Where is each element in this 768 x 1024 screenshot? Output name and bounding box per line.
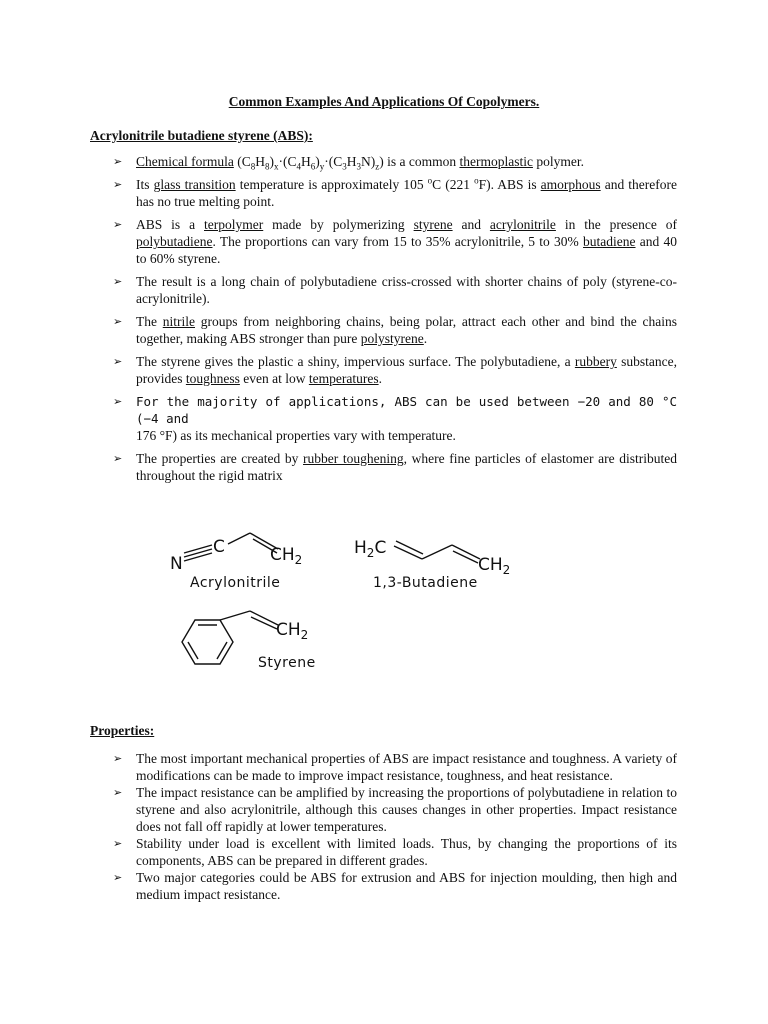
arrow-bullet-icon: ➢ xyxy=(113,837,123,850)
svg-text:CH2: $CH_2$ xyxy=(478,555,511,577)
list-item: ➢ The properties are created by rubber toughening, where fine particles of elastomer are distributed throughout the rigid matrix xyxy=(113,451,677,483)
arrow-bullet-icon: ➢ xyxy=(113,452,123,465)
link-polystyrene[interactable]: polystyrene xyxy=(360,331,424,346)
link-terpolymer[interactable]: terpolymer xyxy=(204,217,264,232)
arrow-bullet-icon: ➢ xyxy=(113,218,123,231)
link-styrene[interactable]: styrene xyxy=(413,217,453,232)
link-glass-transition[interactable]: glass transition xyxy=(153,177,236,192)
arrow-bullet-icon: ➢ xyxy=(113,155,123,168)
list-item: ➢ Chemical formula $(C_8H_8)_x\cdot(C_4H_6)_y\cdot(C_3H_3N)_z$) is a common thermoplastic polymer. xyxy=(113,154,584,172)
list-item: ➢ The styrene gives the plastic a shiny, impervious surface. The polybutadiene, a rubbery substance, provides toughness even at low temperatures. xyxy=(113,354,678,386)
nitrogen-atom-label: N xyxy=(170,554,183,574)
styrene-structure xyxy=(182,611,316,671)
carbon-atom-label: C xyxy=(213,537,225,557)
page-title: Common Examples And Applications Of Copolymers. xyxy=(228,94,540,109)
list-item: ➢ The result is a long chain of polybutadiene criss-crossed with shorter chains of poly (styrene-co-acrylonitrile). xyxy=(113,274,677,306)
properties-section-heading: Properties: xyxy=(90,723,155,738)
acrylonitrile-structure xyxy=(170,533,302,591)
link-toughness[interactable]: toughness xyxy=(185,371,240,386)
properties-bullet-list xyxy=(113,750,677,903)
arrow-bullet-icon: ➢ xyxy=(113,395,123,408)
link-thermoplastic[interactable]: thermoplastic xyxy=(459,154,533,169)
butadiene-label: 1,3-Butadiene xyxy=(373,575,478,591)
butadiene-structure xyxy=(354,538,510,591)
link-butadiene[interactable]: butadiene xyxy=(583,234,636,249)
styrene-label: Styrene xyxy=(258,655,316,671)
link-acrylonitrile[interactable]: acrylonitrile xyxy=(489,217,556,232)
arrow-bullet-icon: ➢ xyxy=(113,275,123,288)
link-rubbery[interactable]: rubbery xyxy=(574,354,617,369)
list-item: ➢ Stability under load is excellent with limited loads. Thus, by changing the proportions of its components, ABS can be prepared in different grades. xyxy=(113,836,677,868)
svg-text:CH2: $CH_2$ xyxy=(276,620,309,642)
list-item: ➢ The nitrile groups from neighboring chains, being polar, attract each other and bind the chains together, making ABS stronger than pure polystyrene. xyxy=(113,314,677,346)
link-rubber-toughening[interactable]: rubber toughening xyxy=(303,451,404,466)
list-item: ➢ Two major categories could be ABS for extrusion and ABS for injection moulding, then high and medium impact resistance. xyxy=(113,870,677,902)
list-item: ➢ For the majority of applications, ABS can be used between −20 and 80 °C (−4 and 176 °F) as its mechanical properties vary with temperature. xyxy=(113,394,677,443)
list-item: ➢ Its glass transition temperature is approximately 105 $^o$C (221 $^o$F). ABS is amorphous and therefore has no true melting point. xyxy=(113,175,678,209)
link-polybutadiene[interactable]: polybutadiene xyxy=(136,234,213,249)
arrow-bullet-icon: ➢ xyxy=(113,871,123,884)
arrow-bullet-icon: ➢ xyxy=(113,355,123,368)
arrow-bullet-icon: ➢ xyxy=(113,752,123,765)
svg-text:H2C: $H_2C$ xyxy=(354,538,387,560)
monomer-structures-figure xyxy=(150,525,570,685)
acrylonitrile-label: Acrylonitrile xyxy=(190,575,281,591)
abs-section-heading: Acrylonitrile butadiene styrene (ABS): xyxy=(90,128,313,143)
link-chemical-formula[interactable]: Chemical formula xyxy=(136,154,234,169)
list-item: ➢ The most important mechanical properties of ABS are impact resistance and toughness. A variety of modifications can be made to improve impact resistance, toughness, and heat resistance. xyxy=(113,751,677,783)
link-amorphous[interactable]: amorphous xyxy=(540,177,601,192)
link-temperatures[interactable]: temperatures xyxy=(308,371,379,386)
arrow-bullet-icon: ➢ xyxy=(113,178,123,191)
arrow-bullet-icon: ➢ xyxy=(113,315,123,328)
arrow-bullet-icon: ➢ xyxy=(113,786,123,799)
link-nitrile[interactable]: nitrile xyxy=(162,314,195,329)
svg-text:CH2: $CH_2$ xyxy=(270,545,303,567)
list-item: ➢ ABS is a terpolymer made by polymerizing styrene and acrylonitrile in the presence of polybutadiene. The proportions can vary from 15 to 35% acrylonitrile, 5 to 30% butadiene and 40 to 60% styrene. xyxy=(113,217,678,266)
abs-bullet-list xyxy=(113,153,677,490)
list-item: ➢ The impact resistance can be amplified by increasing the proportions of polybutadiene in relation to styrene and also acrylonitrile, although this causes changes in other properties. Impact resistance does not fall off rapidly at lower temperatures. xyxy=(113,785,677,834)
